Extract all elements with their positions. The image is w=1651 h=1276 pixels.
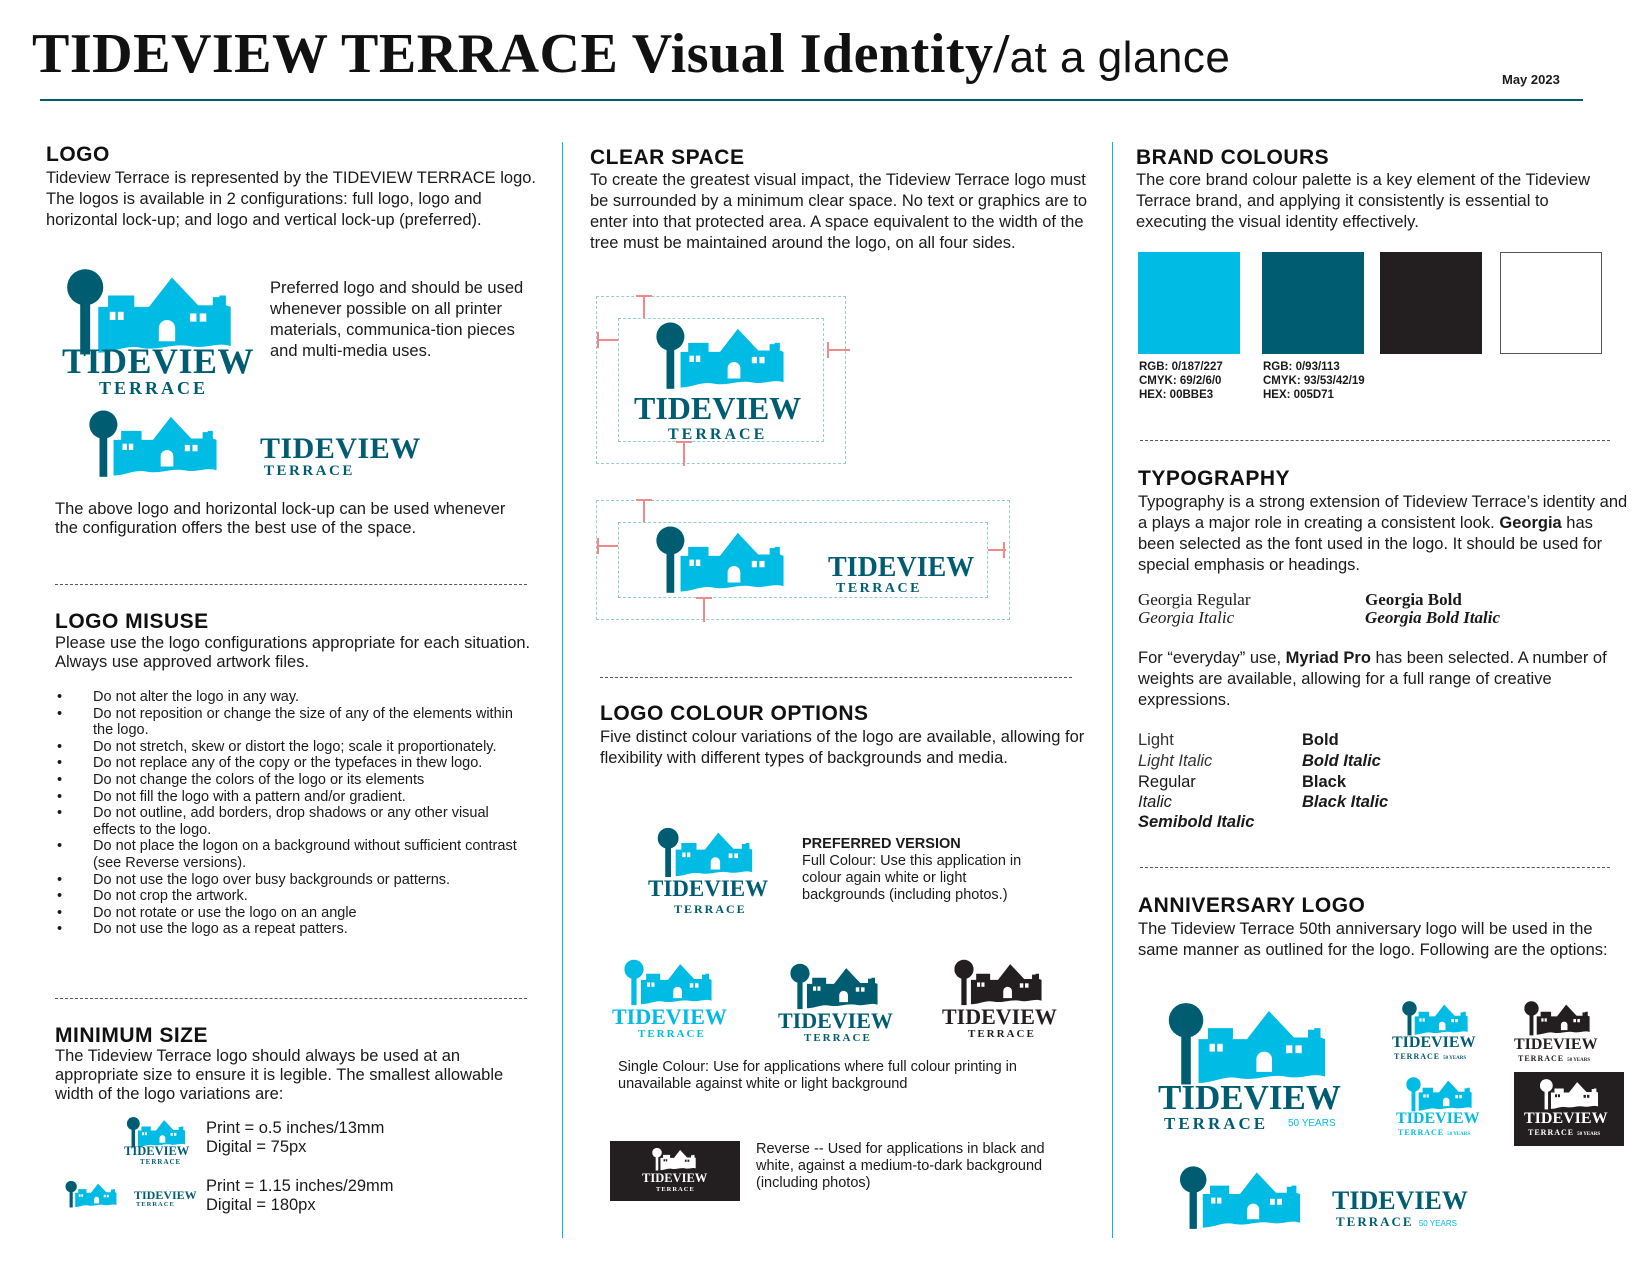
column-divider <box>562 142 563 1238</box>
anniversary-logo-horizontal-full <box>1146 1164 1476 1234</box>
misuse-item: • Do not use the logo over busy backgrounds or patterns. <box>55 872 525 889</box>
colour-options-heading: LOGO COLOUR OPTIONS <box>600 702 869 725</box>
horizontal-logo-note: The above logo and horizontal lock-up can be used whenever the configuration offers the best use of the space. <box>55 500 506 537</box>
swatch-teal-specs: RGB: 0/93/113 CMYK: 93/53/42/19 HEX: 005D71 <box>1263 361 1365 401</box>
logo-vertical-min-size <box>118 1116 198 1166</box>
swatch-cyan <box>1138 252 1240 354</box>
typography-heading: TYPOGRAPHY <box>1138 467 1291 490</box>
misuse-list <box>55 689 525 938</box>
misuse-item: • Do not alter the logo in any way. <box>55 689 525 706</box>
logo-single-colour-cyan <box>600 958 740 1038</box>
misuse-item: • Do not place the logon on a background without sufficient contrast (see Reverse versions). <box>55 838 525 871</box>
logo-wordmark: TIDEVIEW <box>1396 1110 1480 1127</box>
sample-myriad-semibold-italic: Semibold Italic <box>1138 813 1255 831</box>
sample-georgia-bold-italic: Georgia Bold Italic <box>1365 608 1501 627</box>
logo-subword: TERRACE <box>656 1186 695 1193</box>
logo-subword: TERRACE <box>99 378 209 398</box>
logo-wordmark: TIDEVIEW <box>942 1004 1057 1029</box>
logo-wordmark: TIDEVIEW <box>124 1144 190 1158</box>
logo-wordmark: TIDEVIEW <box>828 552 975 583</box>
colour-options-intro: Five distinct colour variations of the logo are available, allowing for flexibility with different types of backgrounds and media. <box>600 728 1085 767</box>
sample-myriad-light: Light <box>1138 731 1174 749</box>
logo-subword: TERRACE <box>668 426 768 443</box>
logo-subword: TERRACE 50 YEARS <box>1528 1128 1601 1137</box>
logo-wordmark: TIDEVIEW <box>260 432 421 465</box>
logo-subword: TERRACE <box>638 1028 706 1040</box>
min-size-intro: The Tideview Terrace logo should always be used at an appropriate size to ensure it is legible. The smallest allowable width of the logo variations are: <box>55 1047 504 1103</box>
swatch-white <box>1500 252 1602 354</box>
vertical-min-digital: Digital = 75px <box>206 1138 307 1156</box>
logo-single-colour-teal <box>766 962 906 1042</box>
min-size-heading: MINIMUM SIZE <box>55 1024 208 1047</box>
section-divider <box>1140 440 1610 441</box>
logo-wordmark: TIDEVIEW <box>778 1008 893 1033</box>
section-divider <box>55 584 527 585</box>
sample-myriad-light-italic: Light Italic <box>1138 752 1213 770</box>
logo-subword: TERRACE 50 YEARS <box>1336 1214 1457 1229</box>
misuse-item: • Do not reposition or change the size of any of the elements within the logo. <box>55 706 525 739</box>
logo-heading: LOGO <box>46 143 110 166</box>
logo-wordmark: TIDEVIEW <box>134 1188 197 1202</box>
logo-subword: TERRACE <box>804 1032 872 1044</box>
logo-subword: TERRACE <box>836 581 922 596</box>
misuse-item: • Do not change the colors of the logo or its elements <box>55 772 525 789</box>
reverse-desc: Reverse -- Used for applications in black and white, against a medium-to-dark background (including photos) <box>756 1141 1045 1191</box>
logo-wordmark: TIDEVIEW <box>1514 1036 1598 1053</box>
logo-reverse <box>610 1141 740 1201</box>
sample-myriad-italic: Italic <box>1138 793 1172 811</box>
anniversary-logo-reverse-small <box>1514 1072 1624 1146</box>
misuse-heading: LOGO MISUSE <box>55 610 209 633</box>
logo-subword: TERRACE <box>968 1028 1036 1040</box>
sample-myriad-bold: Bold <box>1302 731 1339 749</box>
sample-georgia-italic: Georgia Italic <box>1138 608 1235 627</box>
logo-wordmark: TIDEVIEW <box>642 1171 708 1185</box>
sample-georgia-bold: Georgia Bold <box>1365 590 1462 609</box>
misuse-item: • Do not replace any of the copy or the typefaces in thew logo. <box>55 755 525 772</box>
sample-georgia-regular: Georgia Regular <box>1138 590 1251 609</box>
logo-subword: TERRACE <box>674 902 747 916</box>
single-colour-desc: Single Colour: Use for applications where full colour printing in unavailable against white or light background <box>618 1059 1017 1092</box>
horizontal-min-print: Print = 1.15 inches/29mm <box>206 1177 394 1195</box>
section-divider <box>55 998 527 999</box>
section-divider <box>1140 867 1610 868</box>
logo-horizontal-min-size <box>50 1180 200 1210</box>
vertical-min-print: Print = o.5 inches/13mm <box>206 1119 385 1137</box>
misuse-item: • Do not outline, add borders, drop shadows or any other visual effects to the logo. <box>55 805 525 838</box>
font-name-myriad: Myriad Pro <box>1285 649 1371 667</box>
logo-single-colour-black <box>930 958 1070 1038</box>
clear-space-heading: CLEAR SPACE <box>590 146 745 169</box>
font-name-georgia: Georgia <box>1499 514 1562 532</box>
logo-subword: TERRACE <box>264 463 355 479</box>
anniversary-years: 50 YEARS <box>1288 1118 1336 1129</box>
clear-space-intro: To create the greatest visual impact, the Tideview Terrace logo must be surrounded by a minimum clear space. No text or graphics are to enter into that protected area. A space equivalent to the width of the tree must be maintained around the logo, on all four sides. <box>590 171 1088 252</box>
anniversary-logo-vertical-full <box>1140 1000 1360 1133</box>
logo-intro: Tideview Terrace is represented by the TIDEVIEW TERRACE logo. The logos is available in 2 configurations: full logo, logo and horizontal lock-up; and logo and vertical lock-up (preferred). <box>46 169 537 229</box>
document-date: May 2023 <box>1502 72 1560 87</box>
logo-wordmark: TIDEVIEW <box>1332 1186 1468 1215</box>
misuse-item: • Do not use the logo as a repeat patters. <box>55 921 525 938</box>
brand-colours-intro: The core brand colour palette is a key element of the Tideview Terrace brand, and applying it consistently is essential to executing the visual identity effectively. <box>1136 171 1590 231</box>
logo-wordmark: TIDEVIEW <box>612 1004 727 1029</box>
anniversary-logo-full-small <box>1386 1000 1486 1060</box>
anniversary-logo-black-small <box>1508 1000 1608 1063</box>
logo-preferred-full-colour <box>636 826 776 916</box>
section-divider <box>600 677 1072 678</box>
misuse-item: • Do not stretch, skew or distort the logo; scale it proportionately. <box>55 739 525 756</box>
sample-myriad-black-italic: Black Italic <box>1302 793 1389 811</box>
logo-wordmark: TIDEVIEW <box>648 876 769 901</box>
logo-subword: TERRACE <box>1164 1114 1269 1133</box>
misuse-intro: Please use the logo configurations appropriate for each situation. Always use approved artwork files. <box>55 634 531 671</box>
logo-subword: TERRACE 50 YEARS <box>1394 1052 1467 1061</box>
anniversary-logo-cyan-small <box>1390 1076 1490 1136</box>
logo-vertical-full-colour <box>44 266 254 396</box>
clear-space-markers <box>596 498 1016 624</box>
logo-subword: TERRACE 50 YEARS <box>1518 1054 1591 1063</box>
logo-wordmark: TIDEVIEW <box>1392 1034 1476 1051</box>
sample-myriad-black: Black <box>1302 773 1347 791</box>
logo-wordmark: TIDEVIEW <box>1158 1078 1341 1117</box>
logo-horizontal-full-colour <box>48 408 428 478</box>
misuse-item: • Do not crop the artwork. <box>55 888 525 905</box>
swatch-teal <box>1262 252 1364 354</box>
anniversary-heading: ANNIVERSARY LOGO <box>1138 894 1366 917</box>
page-title: TIDEVIEW TERRACE Visual Identity/at a glance <box>32 23 1231 85</box>
misuse-item: • Do not rotate or use the logo on an angle <box>55 905 525 922</box>
preferred-version-desc: Full Colour: Use this application in colour again white or light backgrounds (including photos.) <box>802 853 1022 903</box>
page-subtitle: at a glance <box>1009 33 1231 82</box>
logo-wordmark: TIDEVIEW <box>634 390 802 426</box>
logo-wordmark: TIDEVIEW <box>62 341 255 381</box>
everyday-font-intro: For “everyday” use, Myriad Pro has been selected. A number of weights are available, allowing for a full range of creative expressions. <box>1138 649 1607 709</box>
clear-space-markers <box>596 294 856 470</box>
typography-intro: Typography is a strong extension of Tideview Terrace’s identity and a plays a major role in creating a consistent look. Georgia has been selected as the font used in the logo. It should be used for special emphasis or headings. <box>1138 493 1628 574</box>
preferred-version-title: PREFERRED VERSION <box>802 836 961 852</box>
logo-wordmark: TIDEVIEW <box>1524 1110 1608 1127</box>
logo-subword: TERRACE 50 YEARS <box>1398 1128 1471 1137</box>
logo-subword: TERRACE <box>140 1158 182 1166</box>
header-rule <box>40 99 1583 101</box>
brand-colours-heading: BRAND COLOURS <box>1136 146 1330 169</box>
preferred-logo-note: Preferred logo and should be used whenever possible on all printer materials, communica-tion pieces and multi-media uses. <box>270 279 524 360</box>
sample-myriad-regular: Regular <box>1138 773 1196 791</box>
swatch-cyan-specs: RGB: 0/187/227 CMYK: 69/2/6/0 HEX: 00BBE3 <box>1139 361 1223 401</box>
anniversary-intro: The Tideview Terrace 50th anniversary logo will be used in the same manner as outlined for the logo. Following are the options: <box>1138 920 1608 959</box>
sample-myriad-bold-italic: Bold Italic <box>1302 752 1381 770</box>
logo-subword: TERRACE <box>136 1201 175 1208</box>
swatch-black <box>1380 252 1482 354</box>
misuse-item: • Do not fill the logo with a pattern and/or gradient. <box>55 789 525 806</box>
horizontal-min-digital: Digital = 180px <box>206 1196 316 1214</box>
column-divider <box>1112 142 1113 1238</box>
